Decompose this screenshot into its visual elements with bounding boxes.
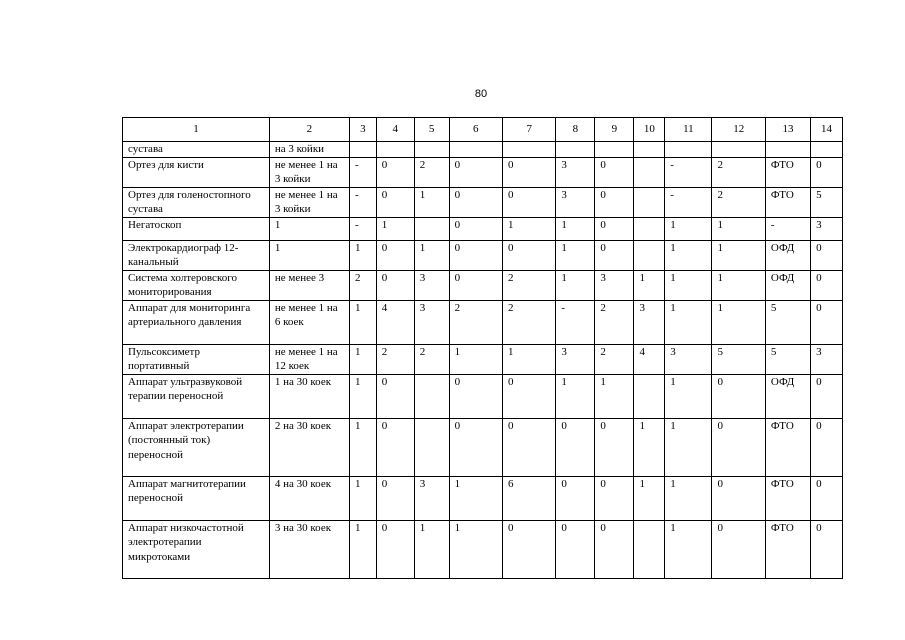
value-cell: 1 xyxy=(503,344,556,374)
equipment-name-cell: Аппарат для мониторинга артериального давления xyxy=(123,300,270,344)
value-cell: 1 xyxy=(665,476,712,520)
column-header-2: 2 xyxy=(269,118,349,142)
value-cell: 4 xyxy=(634,344,665,374)
value-cell: ОФД xyxy=(765,270,810,300)
value-cell: 2 xyxy=(414,157,449,187)
value-cell: 0 xyxy=(595,157,634,187)
value-cell xyxy=(414,142,449,158)
value-cell: 0 xyxy=(811,240,843,270)
equipment-name-cell: Электрокардиограф 12-канальный xyxy=(123,240,270,270)
value-cell: 0 xyxy=(595,240,634,270)
value-cell: 0 xyxy=(811,157,843,187)
quantity-cell: 1 на 30 коек xyxy=(269,374,349,418)
table-row xyxy=(123,157,843,187)
value-cell: 0 xyxy=(712,418,765,476)
value-cell: 5 xyxy=(712,344,765,374)
value-cell: 0 xyxy=(376,270,414,300)
value-cell: 0 xyxy=(811,300,843,344)
value-cell: 1 xyxy=(349,476,376,520)
value-cell: 0 xyxy=(449,374,502,418)
value-cell: 3 xyxy=(556,344,595,374)
value-cell: 1 xyxy=(712,270,765,300)
value-cell xyxy=(634,374,665,418)
value-cell: 0 xyxy=(556,476,595,520)
value-cell: 1 xyxy=(556,270,595,300)
value-cell: 5 xyxy=(765,344,810,374)
equipment-name-cell: Система холтеровского мониторирования xyxy=(123,270,270,300)
table-row xyxy=(123,476,843,520)
value-cell: 0 xyxy=(712,520,765,578)
value-cell: 0 xyxy=(556,418,595,476)
column-header-13: 13 xyxy=(765,118,810,142)
value-cell: 1 xyxy=(665,520,712,578)
value-cell: - xyxy=(556,300,595,344)
equipment-table xyxy=(122,117,843,579)
value-cell: 2 xyxy=(503,270,556,300)
quantity-cell: 1 xyxy=(269,240,349,270)
value-cell xyxy=(595,142,634,158)
quantity-cell: не менее 1 на 3 койки xyxy=(269,157,349,187)
column-header-11: 11 xyxy=(665,118,712,142)
table-row xyxy=(123,374,843,418)
value-cell: 1 xyxy=(665,217,712,240)
value-cell xyxy=(712,142,765,158)
equipment-name-cell: Аппарат электротерапии (постоянный ток) переносной xyxy=(123,418,270,476)
value-cell xyxy=(634,520,665,578)
value-cell: 2 xyxy=(595,300,634,344)
equipment-name-cell: Аппарат магнитотерапии переносной xyxy=(123,476,270,520)
quantity-cell: не менее 1 на 6 коек xyxy=(269,300,349,344)
table-row xyxy=(123,344,843,374)
value-cell: 1 xyxy=(503,217,556,240)
table-row xyxy=(123,520,843,578)
value-cell: ФТО xyxy=(765,476,810,520)
value-cell: 1 xyxy=(665,270,712,300)
quantity-cell: 4 на 30 коек xyxy=(269,476,349,520)
value-cell xyxy=(634,157,665,187)
value-cell: 0 xyxy=(503,374,556,418)
value-cell: 3 xyxy=(665,344,712,374)
value-cell: 1 xyxy=(449,344,502,374)
value-cell: 2 xyxy=(449,300,502,344)
value-cell: 1 xyxy=(556,217,595,240)
value-cell: 2 xyxy=(414,344,449,374)
value-cell xyxy=(414,374,449,418)
value-cell: - xyxy=(349,187,376,217)
equipment-name-cell: Ортез для голеностопного сустава xyxy=(123,187,270,217)
column-header-8: 8 xyxy=(556,118,595,142)
quantity-cell: не менее 1 на 3 койки xyxy=(269,187,349,217)
quantity-cell: не менее 3 xyxy=(269,270,349,300)
value-cell xyxy=(634,187,665,217)
value-cell: 0 xyxy=(449,217,502,240)
value-cell: ФТО xyxy=(765,520,810,578)
value-cell: 3 xyxy=(556,157,595,187)
value-cell: 5 xyxy=(811,187,843,217)
value-cell: 1 xyxy=(349,240,376,270)
column-header-14: 14 xyxy=(811,118,843,142)
page-number: 80 xyxy=(474,88,488,100)
value-cell: 1 xyxy=(665,418,712,476)
value-cell: 0 xyxy=(595,476,634,520)
value-cell: 1 xyxy=(449,476,502,520)
value-cell xyxy=(449,142,502,158)
value-cell: ФТО xyxy=(765,187,810,217)
table-row xyxy=(123,270,843,300)
column-header-12: 12 xyxy=(712,118,765,142)
value-cell xyxy=(376,142,414,158)
value-cell: 1 xyxy=(349,374,376,418)
value-cell: 0 xyxy=(811,476,843,520)
value-cell: 0 xyxy=(595,520,634,578)
value-cell: 3 xyxy=(414,270,449,300)
value-cell: 1 xyxy=(665,300,712,344)
value-cell: 0 xyxy=(712,374,765,418)
table-row xyxy=(123,187,843,217)
quantity-cell: на 3 койки xyxy=(269,142,349,158)
column-header-6: 6 xyxy=(449,118,502,142)
value-cell: 0 xyxy=(595,217,634,240)
value-cell: 0 xyxy=(376,418,414,476)
value-cell: 1 xyxy=(349,300,376,344)
value-cell: 2 xyxy=(595,344,634,374)
value-cell: 0 xyxy=(376,157,414,187)
value-cell: 3 xyxy=(414,476,449,520)
value-cell: 0 xyxy=(376,520,414,578)
value-cell: 2 xyxy=(503,300,556,344)
value-cell: 0 xyxy=(811,270,843,300)
value-cell: 0 xyxy=(712,476,765,520)
value-cell: 1 xyxy=(634,270,665,300)
value-cell xyxy=(634,240,665,270)
column-header-4: 4 xyxy=(376,118,414,142)
value-cell xyxy=(634,217,665,240)
equipment-name-cell: Ортез для кисти xyxy=(123,157,270,187)
value-cell: 4 xyxy=(376,300,414,344)
value-cell: 1 xyxy=(349,520,376,578)
value-cell: 3 xyxy=(634,300,665,344)
value-cell: 1 xyxy=(556,374,595,418)
value-cell xyxy=(665,142,712,158)
value-cell: ФТО xyxy=(765,418,810,476)
value-cell: 1 xyxy=(414,240,449,270)
value-cell: 1 xyxy=(376,217,414,240)
equipment-name-cell: Аппарат ультразвуковой терапии переносной xyxy=(123,374,270,418)
value-cell: 2 xyxy=(349,270,376,300)
value-cell: 0 xyxy=(376,476,414,520)
value-cell xyxy=(414,217,449,240)
value-cell: ФТО xyxy=(765,157,810,187)
value-cell: 3 xyxy=(811,217,843,240)
value-cell: 0 xyxy=(503,187,556,217)
value-cell: 5 xyxy=(765,300,810,344)
value-cell: 3 xyxy=(556,187,595,217)
quantity-cell: 3 на 30 коек xyxy=(269,520,349,578)
value-cell: 2 xyxy=(712,187,765,217)
value-cell xyxy=(811,142,843,158)
value-cell: 0 xyxy=(811,520,843,578)
value-cell: 1 xyxy=(449,520,502,578)
value-cell: 0 xyxy=(376,374,414,418)
value-cell: - xyxy=(665,157,712,187)
value-cell: 0 xyxy=(449,270,502,300)
value-cell: - xyxy=(765,217,810,240)
value-cell: 0 xyxy=(449,157,502,187)
value-cell: 0 xyxy=(449,418,502,476)
table-row xyxy=(123,240,843,270)
value-cell: 0 xyxy=(449,187,502,217)
value-cell: 0 xyxy=(595,418,634,476)
value-cell: 1 xyxy=(414,520,449,578)
table-row xyxy=(123,217,843,240)
value-cell: 1 xyxy=(665,240,712,270)
value-cell: 1 xyxy=(712,300,765,344)
value-cell: 0 xyxy=(503,157,556,187)
value-cell: - xyxy=(349,217,376,240)
value-cell: 6 xyxy=(503,476,556,520)
value-cell: 0 xyxy=(449,240,502,270)
value-cell: 0 xyxy=(376,187,414,217)
value-cell: 1 xyxy=(712,240,765,270)
equipment-name-cell: Негатоскоп xyxy=(123,217,270,240)
value-cell: 1 xyxy=(349,418,376,476)
value-cell: 0 xyxy=(595,187,634,217)
value-cell: 1 xyxy=(349,344,376,374)
value-cell xyxy=(765,142,810,158)
value-cell: 1 xyxy=(712,217,765,240)
equipment-name-cell: Аппарат низкочастотной электротерапии микротоками xyxy=(123,520,270,578)
value-cell: 0 xyxy=(811,418,843,476)
value-cell: 1 xyxy=(634,476,665,520)
quantity-cell: 1 xyxy=(269,217,349,240)
value-cell: 0 xyxy=(811,374,843,418)
value-cell xyxy=(556,142,595,158)
table-row xyxy=(123,418,843,476)
value-cell: 0 xyxy=(376,240,414,270)
value-cell: 0 xyxy=(503,240,556,270)
value-cell: 1 xyxy=(556,240,595,270)
value-cell: 1 xyxy=(634,418,665,476)
column-header-3: 3 xyxy=(349,118,376,142)
value-cell: 3 xyxy=(414,300,449,344)
value-cell: 1 xyxy=(414,187,449,217)
value-cell: ОФД xyxy=(765,374,810,418)
value-cell xyxy=(634,142,665,158)
column-header-5: 5 xyxy=(414,118,449,142)
value-cell: 0 xyxy=(556,520,595,578)
value-cell: 1 xyxy=(665,374,712,418)
column-header-9: 9 xyxy=(595,118,634,142)
table-row xyxy=(123,142,843,158)
table-row xyxy=(123,300,843,344)
value-cell: ОФД xyxy=(765,240,810,270)
value-cell: 3 xyxy=(595,270,634,300)
value-cell: 0 xyxy=(503,418,556,476)
value-cell: 2 xyxy=(712,157,765,187)
table-header-row xyxy=(123,118,843,142)
column-header-10: 10 xyxy=(634,118,665,142)
value-cell: - xyxy=(665,187,712,217)
equipment-name-cell: сустава xyxy=(123,142,270,158)
value-cell xyxy=(503,142,556,158)
quantity-cell: 2 на 30 коек xyxy=(269,418,349,476)
value-cell: 3 xyxy=(811,344,843,374)
column-header-7: 7 xyxy=(503,118,556,142)
value-cell: 2 xyxy=(376,344,414,374)
equipment-name-cell: Пульсоксиметр портативный xyxy=(123,344,270,374)
value-cell xyxy=(414,418,449,476)
value-cell: 1 xyxy=(595,374,634,418)
value-cell: 0 xyxy=(503,520,556,578)
value-cell: - xyxy=(349,157,376,187)
quantity-cell: не менее 1 на 12 коек xyxy=(269,344,349,374)
column-header-1: 1 xyxy=(123,118,270,142)
value-cell xyxy=(349,142,376,158)
